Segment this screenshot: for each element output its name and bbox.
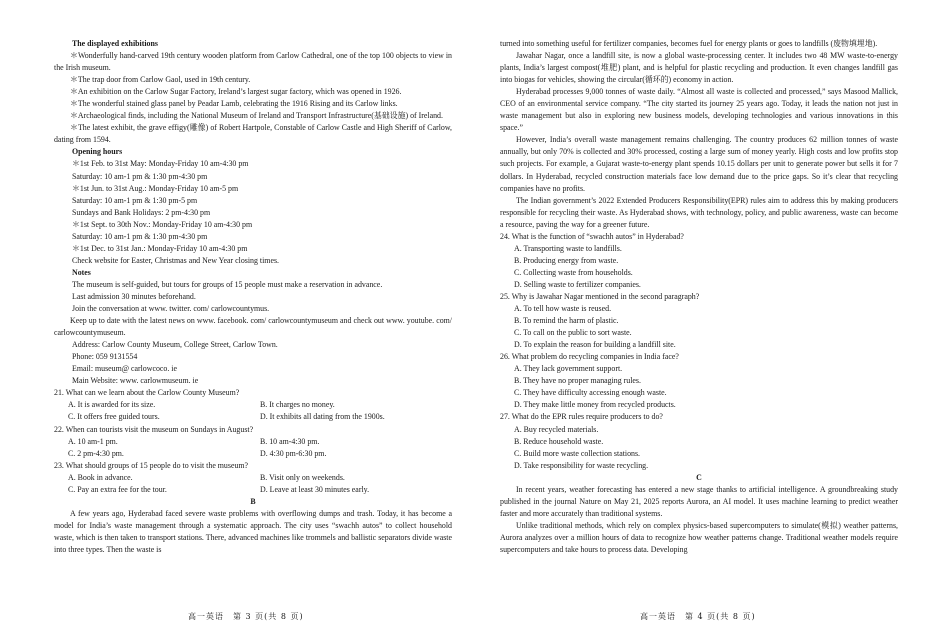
contact-line: Main Website: www. carlowmuseum. ie bbox=[72, 376, 199, 386]
question-22-options-row bbox=[54, 436, 452, 448]
option-a: A. Book in advance. bbox=[68, 472, 133, 482]
exhibition-item: ＊The wonderful stained glass panel by Peadar Lamb, celebrating the 1916 Rising and its Carlow links. bbox=[70, 99, 398, 109]
passage-b-paragraph: Hyderabad processes 9,000 tonnes of waste daily. “Almost all waste is collected and processed,” says Masood Mallick, CEO of an environmental service company. “The city started its journey 25 years ago. Today, it leads the nation not just in waste management but also in exploring new business models, developing technologies and various innovations in this space.” bbox=[500, 87, 898, 133]
question-21-options-row bbox=[54, 399, 452, 411]
exhibition-item: ＊The trap door from Carlow Gaol, used in 19th century. bbox=[70, 75, 251, 85]
question-27-stem: 27. What do the EPR rules require producers to do? bbox=[500, 412, 663, 422]
question-23-options-row bbox=[54, 484, 452, 496]
question-21-stem: 21. What can we learn about the Carlow County Museum? bbox=[54, 388, 240, 398]
notes-heading: Notes bbox=[72, 267, 91, 277]
hours-line: Saturday: 10 am-1 pm & 1:30 pm-4:30 pm bbox=[72, 231, 208, 241]
passage-b-paragraph: turned into something useful for fertilizer companies, becomes fuel for energy plants or goes to landfills (废物填埋地). bbox=[500, 39, 878, 48]
option-c: C. To call on the public to sort waste. bbox=[514, 328, 632, 338]
option-a: A. To tell how waste is reused. bbox=[514, 304, 612, 314]
option-b: B. They have no proper managing rules. bbox=[514, 376, 641, 386]
question-25-stem: 25. Why is Jawahar Nagar mentioned in the second paragraph? bbox=[500, 291, 700, 301]
option-a: A. Transporting waste to landfills. bbox=[514, 243, 622, 253]
section-b-heading: B bbox=[250, 496, 256, 506]
question-22-options-row bbox=[54, 448, 452, 460]
passage-c-paragraph: In recent years, weather forecasting has entered a new stage thanks to artificial intelligence. A groundbreaking study published in the journal Nature on May 21, 2025 reports Aurora, an AI model. It uses machine learning to predict weather faster and more accurately than traditional systems. bbox=[500, 484, 898, 518]
passage-c-paragraph: Unlike traditional methods, which rely on complex physics-based supercomputers to simulate(模拟) weather patterns, Aurora analyzes over a million hours of data to recognize how weather patterns change. Traditional weather models require supercomputers and take hours to process data. Developing bbox=[500, 520, 898, 554]
exhibition-item: ＊Archaeological finds, including the National Museum of Ireland and Transport Infrastructure(基础设施) of Ireland. bbox=[70, 111, 443, 121]
option-c: C. Pay an extra fee for the tour. bbox=[68, 484, 167, 494]
option-c: C. Build more waste collection stations. bbox=[514, 448, 641, 458]
exhibition-item: ＊Wonderfully hand-carved 19th century wooden platform from Carlow Cathedral, one of the top 100 objects to view in the Irish museum. bbox=[54, 51, 452, 73]
option-d: D. Take responsibility for waste recycling. bbox=[514, 460, 649, 470]
option-a: A. It is awarded for its size. bbox=[68, 400, 156, 410]
hours-line: Check website for Easter, Christmas and New Year closing times. bbox=[72, 255, 279, 265]
passage-b-paragraph: Jawahar Nagar, once a landfill site, is now a global waste-processing center. It includes two 48 MW waste-to-energy plants, India’s largest compost(堆肥) plant, and is helpful for plastic recycling and production. It even changes landfill gas into biogas for vehicles, showing the circular(循环的) economy in action. bbox=[500, 51, 898, 85]
social-media-line: Keep up to date with the latest news on www. facebook. com/ carlowcountymuseum and check out www. youtube. com/ carlowcountymuseum. bbox=[54, 316, 452, 338]
notes-line: Join the conversation at www. twitter. com/ carlowcountymus. bbox=[72, 304, 270, 314]
option-d: D. Leave at least 30 minutes early. bbox=[260, 484, 370, 494]
hours-line: Saturday: 10 am-1 pm & 1:30 pm-4:30 pm bbox=[72, 171, 208, 181]
page-footer-left: 高一英语 第 3 页(共 8 页) bbox=[188, 612, 304, 621]
option-d: D. 4:30 pm-6:30 pm. bbox=[260, 448, 327, 458]
option-c: C. 2 pm-4:30 pm. bbox=[68, 448, 124, 458]
left-column bbox=[54, 38, 452, 556]
option-b: B. It charges no money. bbox=[260, 400, 335, 410]
question-23-stem: 23. What should groups of 15 people do to visit the museum? bbox=[54, 460, 249, 470]
question-24-stem: 24. What is the function of “swachh autos” in Hyderabad? bbox=[500, 231, 684, 241]
option-b: B. Producing energy from waste. bbox=[514, 255, 619, 265]
option-c: C. It offers free guided tours. bbox=[68, 412, 160, 422]
hours-line: ＊1st Dec. to 31st Jan.: Monday-Friday 10 am-4:30 pm bbox=[72, 243, 248, 253]
question-22-stem: 22. When can tourists visit the museum on Sundays in August? bbox=[54, 424, 254, 434]
option-d: D. Selling waste to fertilizer companies. bbox=[514, 279, 641, 289]
exhibitions-heading: The displayed exhibitions bbox=[72, 39, 158, 48]
exhibition-item: ＊An exhibition on the Carlow Sugar Factory, Ireland’s largest sugar factory, which was opened in 1926. bbox=[70, 87, 402, 97]
contact-line: Phone: 059 9131554 bbox=[72, 352, 138, 362]
option-a: A. Buy recycled materials. bbox=[514, 424, 599, 434]
exhibition-item: ＊The latest exhibit, the grave effigy(雕像) of Robert Hartpole, Constable of Carlow Castle and High Sheriff of Carlow, dating from 1594. bbox=[54, 123, 452, 145]
option-d: D. They make little money from recycled products. bbox=[514, 400, 676, 410]
section-c-heading: C bbox=[696, 472, 702, 482]
question-21-options-row bbox=[54, 411, 452, 423]
option-d: D. It exhibits all dating from the 1900s. bbox=[260, 412, 385, 422]
contact-line: Address: Carlow County Museum, College Street, Carlow Town. bbox=[72, 340, 278, 350]
notes-line: Last admission 30 minutes beforehand. bbox=[72, 291, 196, 301]
opening-hours-heading: Opening hours bbox=[72, 147, 123, 157]
notes-line: The museum is self-guided, but tours for groups of 15 people must make a reservation in advance. bbox=[72, 279, 383, 289]
hours-line: Sundays and Bank Holidays: 2 pm-4:30 pm bbox=[72, 207, 211, 217]
page-footer-right: 高一英语 第 4 页(共 8 页) bbox=[640, 612, 756, 621]
question-26-stem: 26. What problem do recycling companies in India face? bbox=[500, 352, 679, 362]
option-c: C. They have difficulty accessing enough waste. bbox=[514, 388, 667, 398]
option-c: C. Collecting waste from households. bbox=[514, 267, 633, 277]
passage-b-paragraph: A few years ago, Hyderabad faced severe waste problems with overflowing dumps and trash. Today, it has become a model for India’s waste management through a systematic approach. The city uses “swachh autos” to collect household waste, which is then taken to transport stations. There, advanced machines like trommels and ballistic separators divide waste into three types. Then the waste is bbox=[54, 508, 452, 554]
question-23-options-row bbox=[54, 472, 452, 484]
option-b: B. Reduce household waste. bbox=[514, 436, 604, 446]
option-b: B. To remind the harm of plastic. bbox=[514, 316, 619, 326]
option-b: B. Visit only on weekends. bbox=[260, 472, 345, 482]
option-d: D. To explain the reason for building a landfill site. bbox=[514, 340, 676, 350]
option-a: A. 10 am-1 pm. bbox=[68, 436, 118, 446]
contact-line: Email: museum@ carlowcoco. ie bbox=[72, 364, 177, 374]
option-b: B. 10 am-4:30 pm. bbox=[260, 436, 320, 446]
hours-line: ＊1st Feb. to 31st May: Monday-Friday 10 am-4:30 pm bbox=[72, 159, 249, 169]
hours-line: ＊1st Sept. to 30th Nov.: Monday-Friday 10 am-4:30 pm bbox=[72, 219, 253, 229]
passage-b-paragraph: However, India’s overall waste management remains challenging. The country produces 62 million tonnes of waste annually, but only 70% is collected and 30% processed, costing a large sum of money yearly. High costs and low profits stop such projects. For example, a Gujarat waste-to-energy plant spends 10.15 dollars per unit to generate power but sells it for 7 dollars. In Hyderabad, recycled construction materials face low demand due to the price gaps. So it’s clear that recycling companies have no profits. bbox=[500, 135, 898, 193]
option-a: A. They lack government support. bbox=[514, 364, 623, 374]
hours-line: ＊1st Jun. to 31st Aug.: Monday-Friday 10 am-5 pm bbox=[72, 183, 239, 193]
passage-b-paragraph: The Indian government’s 2022 Extended Producers Responsibility(EPR) rules aim to address this by making producers responsible for recycling their waste. As Hyderabad shows, with technology, policy, and public awareness, waste can become a resource, paving the way for a greener future. bbox=[500, 195, 898, 229]
right-column bbox=[500, 38, 898, 556]
hours-line: Saturday: 10 am-1 pm & 1:30 pm-5 pm bbox=[72, 195, 198, 205]
